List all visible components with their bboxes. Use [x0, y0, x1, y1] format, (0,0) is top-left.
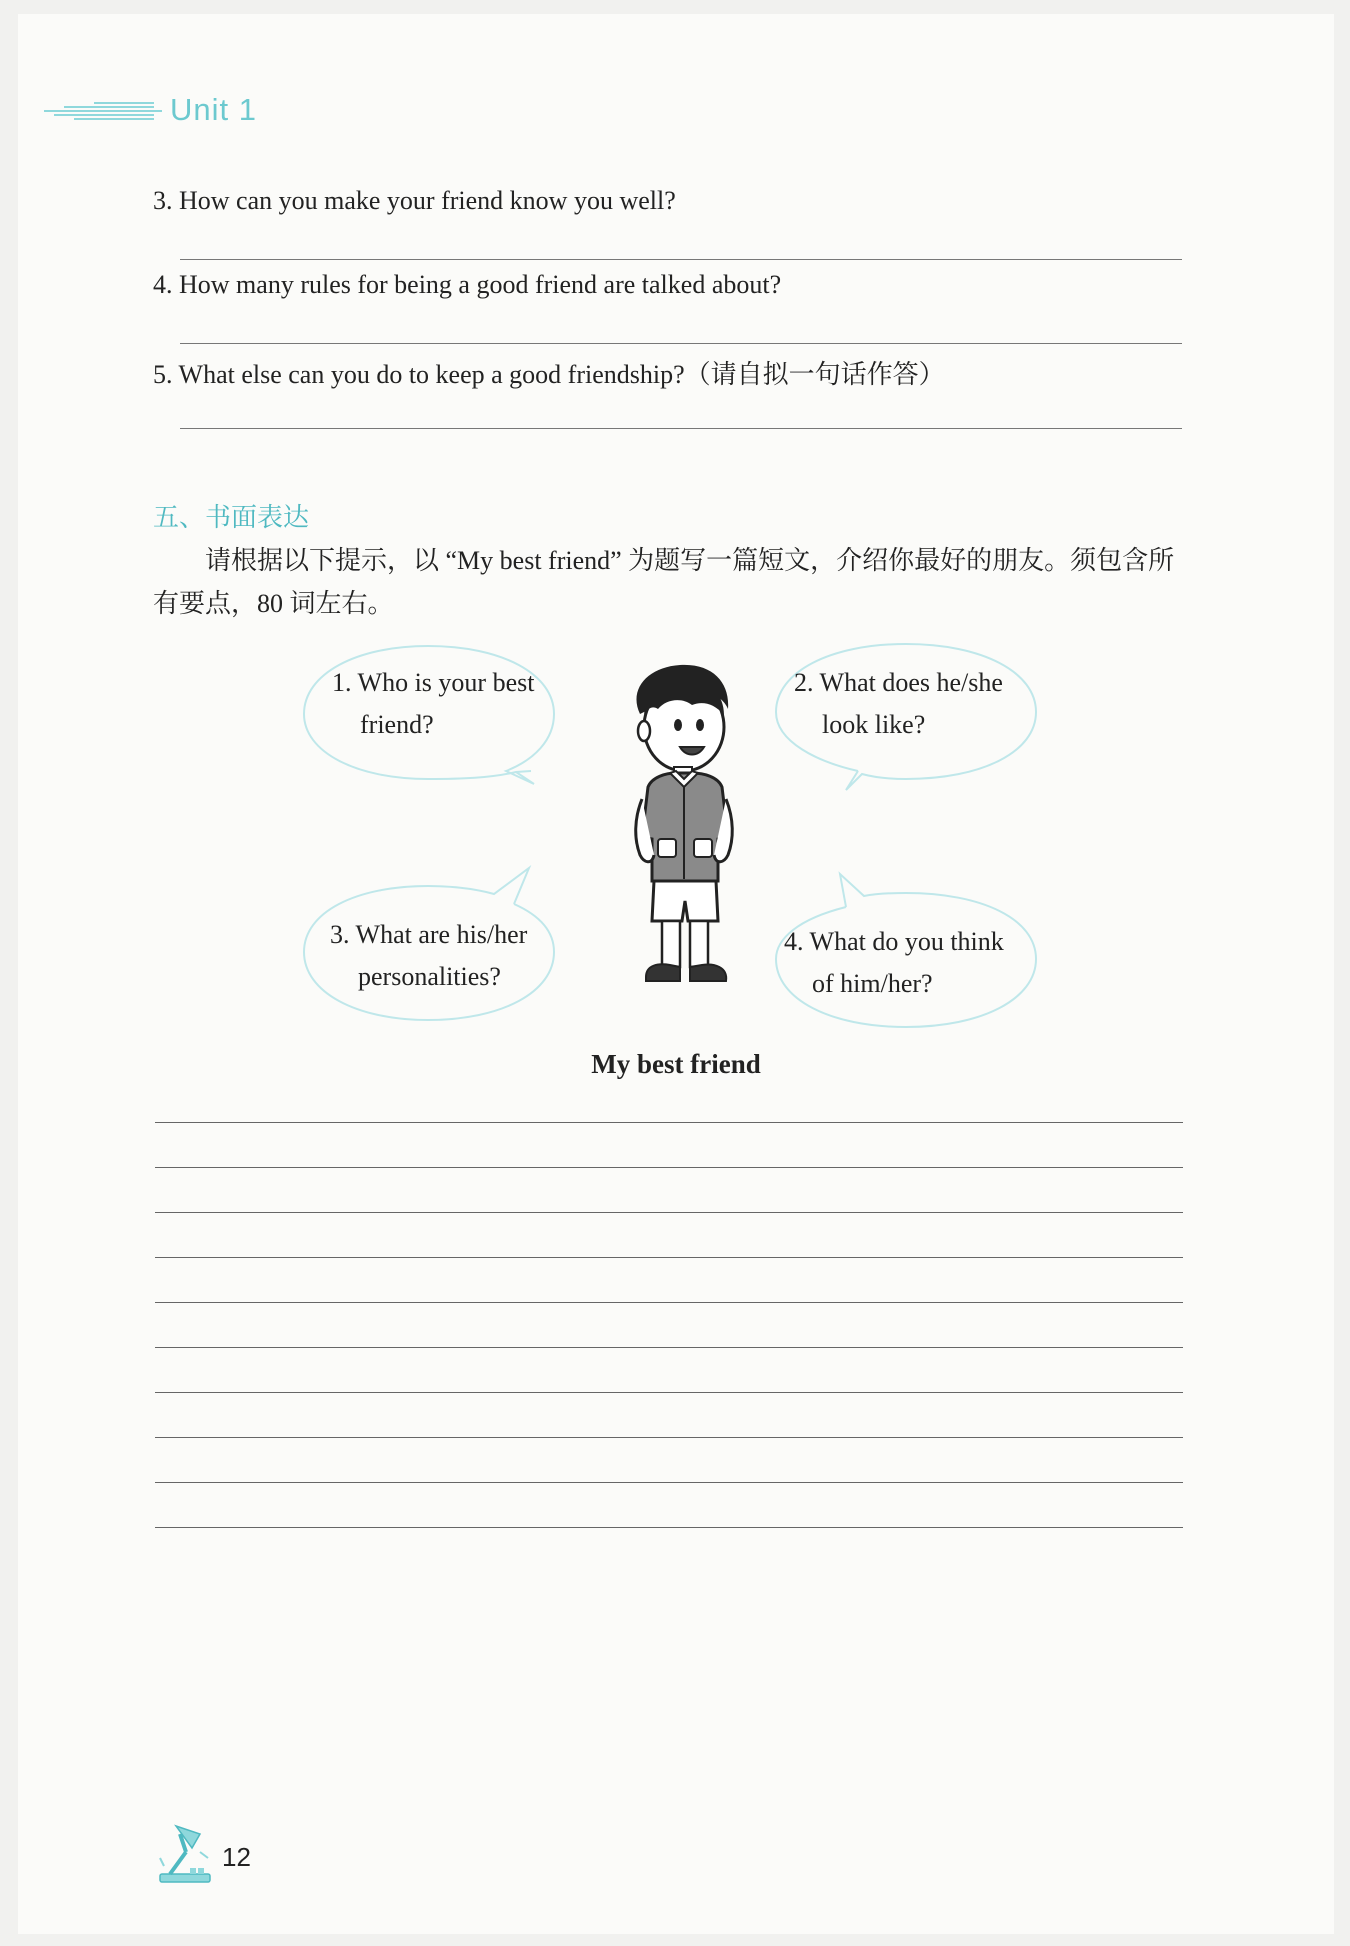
page-number: 12 [222, 1842, 251, 1872]
speech-bubble-shape [286, 634, 616, 814]
essay-title: My best friend [591, 1049, 761, 1079]
unit-title: Unit 1 [170, 92, 257, 127]
unit-header [44, 92, 257, 128]
writing-line[interactable] [155, 1527, 1183, 1528]
section-instructions: 请根据以下提示，以 “My best friend” 为题写一篇短文，介绍你最好的朋友。须包含所有要点，80 词左右。 [153, 546, 1175, 618]
answer-line-5[interactable] [180, 428, 1182, 429]
boy-illustration [618, 659, 758, 989]
workbook-page [18, 14, 1334, 1934]
header-stripes-decoration [44, 96, 162, 124]
prompt-1-line2: friend? [360, 710, 434, 739]
answer-line-3[interactable] [180, 259, 1182, 260]
prompt-2-line2: look like? [822, 710, 926, 739]
section-title: 五、书面表达 [153, 503, 310, 533]
prompt-2-line1: 2. What does he/she [794, 668, 1003, 697]
prompt-4-line1: 4. What do you think [784, 927, 1004, 956]
writing-line[interactable] [155, 1257, 1183, 1258]
writing-line[interactable] [155, 1212, 1183, 1213]
question-5: 5. What else can you do to keep a good friendship?（请自拟一句话作答） [153, 360, 945, 389]
prompt-3-line1: 3. What are his/her [330, 920, 528, 949]
question-3: 3. How can you make your friend know you well? [153, 186, 676, 215]
prompt-3-line2: personalities? [358, 962, 501, 991]
prompt-1-line1: 1. Who is your best [332, 668, 535, 697]
writing-line[interactable] [155, 1437, 1183, 1438]
answer-line-4[interactable] [180, 343, 1182, 344]
writing-line[interactable] [155, 1347, 1183, 1348]
writing-line[interactable] [155, 1122, 1183, 1123]
writing-line[interactable] [155, 1302, 1183, 1303]
writing-line[interactable] [155, 1482, 1183, 1483]
question-4: 4. How many rules for being a good friend are talked about? [153, 270, 782, 299]
prompt-4-line2: of him/her? [812, 969, 933, 998]
desk-lamp-icon [156, 1822, 216, 1886]
writing-line[interactable] [155, 1167, 1183, 1168]
writing-line[interactable] [155, 1392, 1183, 1393]
